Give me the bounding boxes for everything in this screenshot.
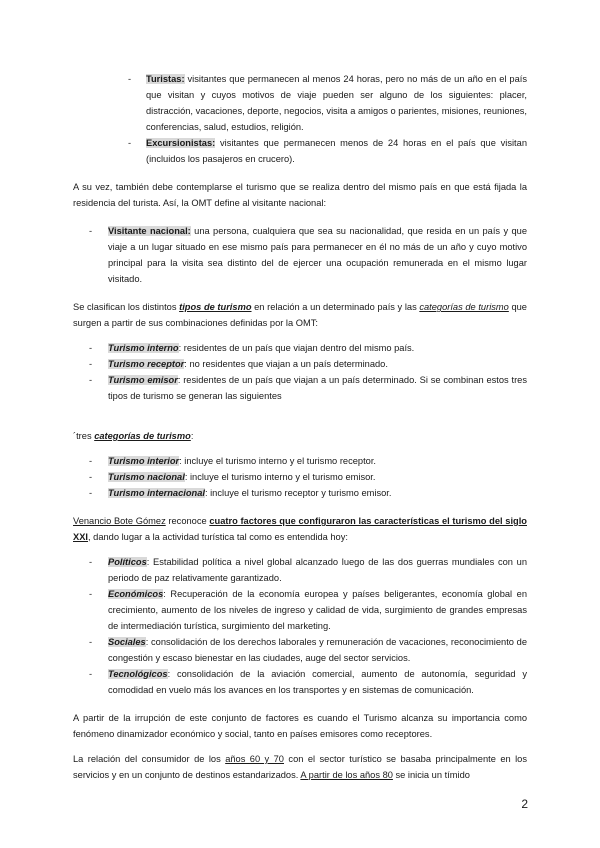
term-label: Excursionistas:: [146, 138, 216, 148]
emphasis: cuatro factores que configuraron las características el turismo del siglo XXI: [73, 516, 527, 542]
list-item: [73, 356, 527, 372]
underlined-phrase: años 60 y 70: [225, 754, 284, 764]
bullet-dash: -: [128, 138, 132, 148]
term-description: : incluye el turismo receptor y turismo emisor.: [204, 488, 392, 498]
paragraph: Venancio Bote Gómez reconoce cuatro factores que configuraron las características el turismo del siglo XXI, dando lugar a la actividad turística tal como es entendida hoy:: [73, 516, 527, 542]
term-description: : Recuperación de la economía europea y países beligerantes, economía global en crecimiento, aumento de los niveles de ingreso y calidad de vida, surgimiento de grandes empresas de intermediación turística, surgimiento del marketing.: [108, 589, 527, 631]
list-item: [73, 554, 527, 586]
bullet-dash: -: [89, 589, 93, 599]
term-description: visitantes que permanecen al menos 24 horas, pero no más de un año en el país que visitan y cuyos motivos de viaje pueden ser alguno de los siguientes: placer, distracción, vacaciones, deporte, negocios, visita a amigos o parientes, misiones, reuniones, conferencias, salud, estudios, religión.: [146, 74, 527, 132]
tourism-categories-list: [73, 453, 527, 501]
bullet-dash: -: [89, 557, 93, 567]
paragraph: A su vez, también debe contemplarse el turismo que se realiza dentro del mismo país en que está fijada la residencia del turista. Así, la OMT define al visitante nacional:: [73, 182, 527, 208]
paragraph: ´tres categorías de turismo:: [73, 431, 194, 441]
term-description: : consolidación de los derechos laborales y remuneración de vacaciones, reconocimiento de congestión y escaso bienestar en las ciudades, auge del sector servicios.: [108, 637, 527, 663]
list-item: [73, 634, 527, 666]
term-label: Políticos: [108, 557, 147, 567]
term-label: Tecnológicos: [108, 669, 168, 679]
tourism-types-list: [73, 340, 527, 404]
term-description: : residentes de un país que viajan dentro del mismo país.: [178, 343, 415, 353]
term-description: : no residentes que viajan a un país determinado.: [184, 359, 388, 369]
term-description: : incluye el turismo interno y el turismo emisor.: [184, 472, 376, 482]
term-label: Turismo internacional: [108, 488, 205, 498]
bullet-dash: -: [89, 359, 93, 369]
emphasis: tipos de turismo: [179, 302, 252, 312]
page-number: 2: [521, 797, 528, 811]
term-label: Económicos: [108, 589, 164, 599]
term-label: Sociales: [108, 637, 146, 647]
list-item: [73, 469, 527, 485]
list-item: [73, 71, 527, 135]
paragraph: Se clasifican los distintos tipos de turismo en relación a un determinado país y las categorías de turismo que surgen a partir de sus combinaciones definidas por la OMT:: [73, 302, 527, 328]
term-label: Turismo emisor: [108, 375, 178, 385]
term-label: Visitante nacional:: [108, 226, 191, 236]
list-item: [73, 666, 527, 698]
term-description: una persona, cualquiera que sea su nacionalidad, que resida en un país y que viaje a un lugar situado en ese mismo país para permanecer en él no más de un año y cuyo motivo principal para la visita sea distinto del de ejercer una ocupación remunerada en el mismo lugar visitado.: [108, 226, 527, 284]
list-item: [73, 223, 527, 287]
visitor-subtypes-list: [73, 71, 527, 167]
term-label: Turistas:: [146, 74, 185, 84]
term-description: visitantes que permanecen menos de 24 horas en el país que visitan (incluidos los pasajeros en crucero).: [146, 138, 527, 164]
term-label: Turismo interno: [108, 343, 179, 353]
list-item: [73, 372, 527, 404]
term-label: Turismo interior: [108, 456, 180, 466]
term-description: : Estabilidad política a nivel global alcanzado luego de las dos guerras mundiales con un periodo de paz relativamente garantizado.: [108, 557, 527, 583]
list-item: [73, 340, 527, 356]
emphasis: categorías de turismo: [419, 302, 509, 312]
term-label: Turismo receptor: [108, 359, 185, 369]
bullet-dash: -: [89, 472, 93, 482]
list-item: [73, 485, 527, 501]
list-item: [73, 135, 527, 167]
emphasis: categorías de turismo: [94, 431, 191, 441]
bullet-dash: -: [89, 375, 93, 385]
bullet-dash: -: [89, 343, 93, 353]
bullet-dash: -: [89, 456, 93, 466]
bullet-dash: -: [89, 637, 93, 647]
term-description: : residentes de un país que viajan a un país determinado. Si se combinan estos tres tipos de turismo se generan las siguientes: [108, 375, 527, 401]
national-visitor-list: [73, 223, 527, 287]
paragraph: La relación del consumidor de los años 60 y 70 con el sector turístico se basaba principalmente en los servicios y en un conjunto de destinos estandarizados. A partir de los años 80 se inicia un tímido: [73, 754, 527, 780]
page-content: [73, 71, 527, 783]
list-item: [73, 586, 527, 634]
term-description: : incluye el turismo interno y el turismo receptor.: [179, 456, 376, 466]
bullet-dash: -: [89, 669, 93, 679]
term-label: Turismo nacional: [108, 472, 185, 482]
bullet-dash: -: [89, 226, 93, 236]
author-name: Venancio Bote Gómez: [73, 516, 166, 526]
underlined-phrase: A partir de los años 80: [300, 770, 393, 780]
factors-list: [73, 554, 527, 698]
list-item: [73, 453, 527, 469]
term-description: : consolidación de la aviación comercial, aumento de autonomía, seguridad y comodidad en vuelo más los avances en los transportes y en sistemas de comunicación.: [108, 669, 527, 695]
bullet-dash: -: [89, 488, 93, 498]
bullet-dash: -: [128, 74, 132, 84]
paragraph: A partir de la irrupción de este conjunto de factores es cuando el Turismo alcanza su importancia como fenómeno dinamizador económico y social, tanto en países emisores como receptores.: [73, 713, 527, 739]
